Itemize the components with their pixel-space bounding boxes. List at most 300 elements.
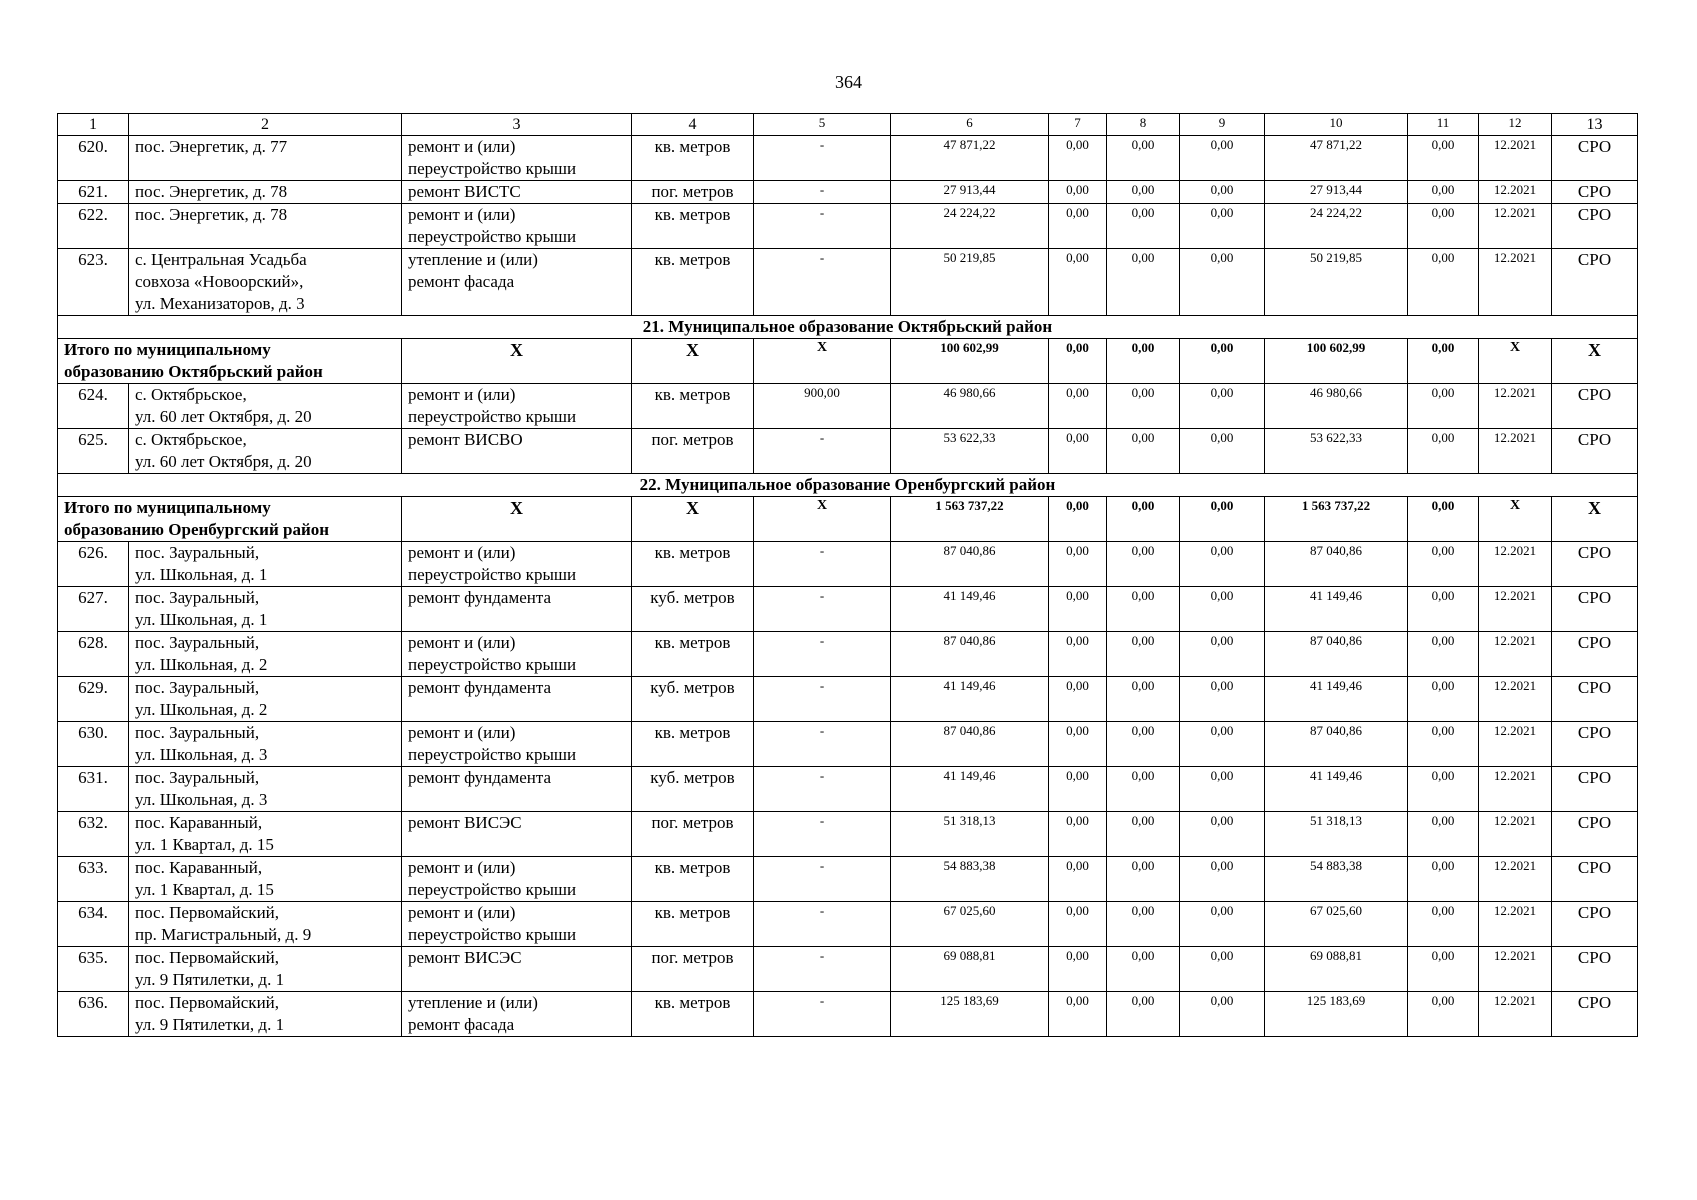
cell-value: 0,00 bbox=[1049, 136, 1107, 181]
cell-x: Х bbox=[754, 497, 891, 542]
cell-value: - bbox=[754, 722, 891, 767]
cell-work-type bbox=[402, 429, 632, 474]
table-row bbox=[58, 992, 1638, 1037]
cell-total-cost: 67 025,60 bbox=[891, 902, 1049, 947]
cell-address bbox=[129, 181, 402, 204]
cell-value: 0,00 bbox=[1107, 136, 1180, 181]
cell-value: 0,00 bbox=[1180, 339, 1265, 384]
cell-line: ул. 9 Пятилетки, д. 1 bbox=[135, 970, 285, 989]
cell-value: 0,00 bbox=[1180, 136, 1265, 181]
cell-line: ремонт и (или) bbox=[408, 137, 516, 156]
cell-line: ул. 60 лет Октября, д. 20 bbox=[135, 407, 312, 426]
cell-method: СРО bbox=[1552, 812, 1638, 857]
cell-unit: куб. метров bbox=[632, 677, 754, 722]
cell-value: 0,00 bbox=[1408, 722, 1479, 767]
cell-x: Х bbox=[632, 339, 754, 384]
cell-value: 0,00 bbox=[1049, 902, 1107, 947]
cell-value: 0,00 bbox=[1049, 339, 1107, 384]
cell-value: 125 183,69 bbox=[1265, 992, 1408, 1037]
cell-date: 12.2021 bbox=[1479, 812, 1552, 857]
cell-line: ремонт и (или) bbox=[408, 385, 516, 404]
cell-value: 0,00 bbox=[1107, 812, 1180, 857]
cell-unit: куб. метров bbox=[632, 767, 754, 812]
cell-value: 0,00 bbox=[1049, 857, 1107, 902]
cell-value: 47 871,22 bbox=[1265, 136, 1408, 181]
cell-work-type bbox=[402, 136, 632, 181]
cell-line: ремонт ВИСТС bbox=[408, 182, 521, 201]
cell-total-cost: 53 622,33 bbox=[891, 429, 1049, 474]
cell-x: Х bbox=[402, 497, 632, 542]
cell-value: 0,00 bbox=[1408, 677, 1479, 722]
cell-address bbox=[129, 722, 402, 767]
cell-unit: куб. метров bbox=[632, 587, 754, 632]
cell-address bbox=[129, 384, 402, 429]
table-row bbox=[58, 677, 1638, 722]
cell-value: 0,00 bbox=[1049, 992, 1107, 1037]
cell-value: - bbox=[754, 767, 891, 812]
cell-work-type bbox=[402, 947, 632, 992]
cell-date: 12.2021 bbox=[1479, 204, 1552, 249]
cell-value: - bbox=[754, 677, 891, 722]
cell-work-type bbox=[402, 384, 632, 429]
cell-work-type bbox=[402, 992, 632, 1037]
cell-value: - bbox=[754, 992, 891, 1037]
cell-line: ремонт фундамента bbox=[408, 678, 552, 697]
cell-x: Х bbox=[402, 339, 632, 384]
cell-row-number: 622. bbox=[58, 204, 129, 249]
cell-line: пос. Караванный, bbox=[135, 858, 263, 877]
cell-value: 0,00 bbox=[1408, 384, 1479, 429]
cell-value: 0,00 bbox=[1049, 542, 1107, 587]
cell-row-number: 620. bbox=[58, 136, 129, 181]
cell-total-cost: 54 883,38 bbox=[891, 857, 1049, 902]
cell-value: - bbox=[754, 249, 891, 316]
cell-value: 0,00 bbox=[1180, 632, 1265, 677]
cell-value: 41 149,46 bbox=[1265, 587, 1408, 632]
cell-line: Итого по муниципальному bbox=[64, 340, 271, 359]
cell-value: 0,00 bbox=[1049, 429, 1107, 474]
cell-work-type bbox=[402, 857, 632, 902]
cell-line: пос. Караванный, bbox=[135, 813, 263, 832]
total-row bbox=[58, 339, 1638, 384]
cell-total-cost: 41 149,46 bbox=[891, 767, 1049, 812]
total-label bbox=[58, 339, 402, 384]
cell-x: Х bbox=[632, 497, 754, 542]
cell-line: ремонт и (или) bbox=[408, 903, 516, 922]
table-row bbox=[58, 587, 1638, 632]
table-row bbox=[58, 947, 1638, 992]
cell-value: 0,00 bbox=[1408, 542, 1479, 587]
cell-address bbox=[129, 204, 402, 249]
cell-unit: кв. метров bbox=[632, 249, 754, 316]
cell-method: СРО bbox=[1552, 249, 1638, 316]
cell-total-cost: 87 040,86 bbox=[891, 542, 1049, 587]
cell-date: 12.2021 bbox=[1479, 722, 1552, 767]
cell-line: пос. Энергетик, д. 78 bbox=[135, 182, 288, 201]
cell-address bbox=[129, 812, 402, 857]
cell-value: 0,00 bbox=[1107, 204, 1180, 249]
cell-row-number: 633. bbox=[58, 857, 129, 902]
cell-row-number: 635. bbox=[58, 947, 129, 992]
table-row bbox=[58, 812, 1638, 857]
cell-line: переустройство крыши bbox=[408, 407, 577, 426]
cell-value: 0,00 bbox=[1107, 767, 1180, 812]
cell-value: - bbox=[754, 136, 891, 181]
column-header: 12 bbox=[1479, 114, 1552, 136]
cell-method: СРО bbox=[1552, 181, 1638, 204]
cell-row-number: 636. bbox=[58, 992, 129, 1037]
cell-value: 27 913,44 bbox=[1265, 181, 1408, 204]
cell-value: 0,00 bbox=[1049, 204, 1107, 249]
cell-line: ремонт ВИСЭС bbox=[408, 948, 522, 967]
column-number-row bbox=[58, 114, 1638, 136]
table-row bbox=[58, 767, 1638, 812]
table-row bbox=[58, 249, 1638, 316]
cell-line: ремонт и (или) bbox=[408, 633, 516, 652]
cell-line: ремонт и (или) bbox=[408, 723, 516, 742]
table-row bbox=[58, 181, 1638, 204]
cell-address bbox=[129, 429, 402, 474]
cell-value: 0,00 bbox=[1180, 542, 1265, 587]
cell-line: ремонт фасада bbox=[408, 272, 515, 291]
cell-line: ул. 9 Пятилетки, д. 1 bbox=[135, 1015, 285, 1034]
cell-value: 0,00 bbox=[1408, 181, 1479, 204]
cell-date: 12.2021 bbox=[1479, 249, 1552, 316]
cell-value: 0,00 bbox=[1049, 249, 1107, 316]
cell-date: 12.2021 bbox=[1479, 542, 1552, 587]
cell-unit: пог. метров bbox=[632, 812, 754, 857]
cell-method: СРО bbox=[1552, 587, 1638, 632]
cell-value: 0,00 bbox=[1180, 722, 1265, 767]
cell-value: 0,00 bbox=[1107, 542, 1180, 587]
cell-value: 0,00 bbox=[1049, 722, 1107, 767]
cell-value: 0,00 bbox=[1180, 902, 1265, 947]
cell-value: 0,00 bbox=[1180, 587, 1265, 632]
cell-line: ремонт и (или) bbox=[408, 205, 516, 224]
cell-total-cost: 50 219,85 bbox=[891, 249, 1049, 316]
column-header: 6 bbox=[891, 114, 1049, 136]
cell-value: 0,00 bbox=[1408, 204, 1479, 249]
cell-value: 0,00 bbox=[1107, 722, 1180, 767]
column-header: 11 bbox=[1408, 114, 1479, 136]
cell-value: 0,00 bbox=[1408, 136, 1479, 181]
table-row bbox=[58, 384, 1638, 429]
cell-work-type bbox=[402, 587, 632, 632]
cell-value: 67 025,60 bbox=[1265, 902, 1408, 947]
cell-value: 0,00 bbox=[1049, 384, 1107, 429]
cell-value: 0,00 bbox=[1107, 947, 1180, 992]
table-row bbox=[58, 902, 1638, 947]
cell-value: 51 318,13 bbox=[1265, 812, 1408, 857]
cell-date: 12.2021 bbox=[1479, 632, 1552, 677]
cell-value: 0,00 bbox=[1408, 249, 1479, 316]
cell-value: 0,00 bbox=[1107, 181, 1180, 204]
cell-line: переустройство крыши bbox=[408, 745, 577, 764]
cell-value: 54 883,38 bbox=[1265, 857, 1408, 902]
page-number: 364 bbox=[835, 72, 862, 92]
cell-value: 0,00 bbox=[1408, 632, 1479, 677]
cell-line: образованию Оренбургский район bbox=[64, 520, 330, 539]
cell-value: - bbox=[754, 857, 891, 902]
table-row bbox=[58, 136, 1638, 181]
cell-value: 0,00 bbox=[1408, 857, 1479, 902]
cell-address bbox=[129, 902, 402, 947]
cell-method: СРО bbox=[1552, 632, 1638, 677]
cell-value: 0,00 bbox=[1180, 384, 1265, 429]
cell-line: ремонт фундамента bbox=[408, 768, 552, 787]
cell-address bbox=[129, 677, 402, 722]
cell-total-cost: 46 980,66 bbox=[891, 384, 1049, 429]
cell-value: 0,00 bbox=[1107, 339, 1180, 384]
cell-method: СРО bbox=[1552, 204, 1638, 249]
cell-line: пос. Зауральный, bbox=[135, 723, 260, 742]
cell-date: 12.2021 bbox=[1479, 947, 1552, 992]
cell-value: - bbox=[754, 632, 891, 677]
cell-method: СРО bbox=[1552, 857, 1638, 902]
cell-unit: кв. метров bbox=[632, 204, 754, 249]
cell-unit: кв. метров bbox=[632, 857, 754, 902]
cell-total-cost: 1 563 737,22 bbox=[891, 497, 1049, 542]
cell-line: переустройство крыши bbox=[408, 880, 577, 899]
cell-work-type bbox=[402, 542, 632, 587]
cell-line: пос. Зауральный, bbox=[135, 588, 260, 607]
cell-line: утепление и (или) bbox=[408, 993, 538, 1012]
cell-total-cost: 87 040,86 bbox=[891, 632, 1049, 677]
cell-work-type bbox=[402, 181, 632, 204]
cell-value: 0,00 bbox=[1180, 767, 1265, 812]
cell-line: пр. Магистральный, д. 9 bbox=[135, 925, 312, 944]
cell-value: 0,00 bbox=[1408, 767, 1479, 812]
cell-row-number: 623. bbox=[58, 249, 129, 316]
cell-method: СРО bbox=[1552, 542, 1638, 587]
cell-value: 0,00 bbox=[1107, 384, 1180, 429]
section-header-row bbox=[58, 474, 1638, 497]
cell-date: 12.2021 bbox=[1479, 136, 1552, 181]
cell-line: ремонт ВИСВО bbox=[408, 430, 523, 449]
cell-address bbox=[129, 857, 402, 902]
cell-value: 46 980,66 bbox=[1265, 384, 1408, 429]
cell-method: СРО bbox=[1552, 429, 1638, 474]
cell-row-number: 621. bbox=[58, 181, 129, 204]
column-header: 4 bbox=[632, 114, 754, 136]
table-row bbox=[58, 204, 1638, 249]
cell-value: 24 224,22 bbox=[1265, 204, 1408, 249]
cell-method: СРО bbox=[1552, 136, 1638, 181]
cell-line: ул. 60 лет Октября, д. 20 bbox=[135, 452, 312, 471]
cell-work-type bbox=[402, 812, 632, 857]
cell-unit: кв. метров bbox=[632, 902, 754, 947]
cell-total-cost: 41 149,46 bbox=[891, 587, 1049, 632]
cell-method: СРО bbox=[1552, 677, 1638, 722]
cell-line: с. Октябрьское, bbox=[135, 385, 247, 404]
cell-line: ул. Школьная, д. 2 bbox=[135, 700, 268, 719]
cell-value: 0,00 bbox=[1408, 339, 1479, 384]
cell-value: 0,00 bbox=[1049, 767, 1107, 812]
cell-value: - bbox=[754, 181, 891, 204]
cell-date: 12.2021 bbox=[1479, 587, 1552, 632]
cell-line: пос. Зауральный, bbox=[135, 768, 260, 787]
cell-date: 12.2021 bbox=[1479, 384, 1552, 429]
column-header: 8 bbox=[1107, 114, 1180, 136]
cell-value: 0,00 bbox=[1180, 947, 1265, 992]
cell-value: 0,00 bbox=[1107, 497, 1180, 542]
cell-line: ремонт фасада bbox=[408, 1015, 515, 1034]
cell-unit: кв. метров bbox=[632, 384, 754, 429]
cell-x: Х bbox=[1552, 339, 1638, 384]
cell-method: СРО bbox=[1552, 767, 1638, 812]
cell-value: 0,00 bbox=[1408, 587, 1479, 632]
cell-line: пос. Зауральный, bbox=[135, 678, 260, 697]
cell-value: 0,00 bbox=[1049, 677, 1107, 722]
cell-value: 0,00 bbox=[1107, 429, 1180, 474]
cell-value: 0,00 bbox=[1049, 812, 1107, 857]
cell-method: СРО bbox=[1552, 722, 1638, 767]
cell-value: 0,00 bbox=[1408, 497, 1479, 542]
cell-line: ул. Механизаторов, д. 3 bbox=[135, 294, 305, 313]
column-header: 5 bbox=[754, 114, 891, 136]
cell-value: - bbox=[754, 812, 891, 857]
cell-address bbox=[129, 947, 402, 992]
cell-value: 0,00 bbox=[1180, 497, 1265, 542]
cell-line: пос. Первомайский, bbox=[135, 948, 280, 967]
cell-work-type bbox=[402, 204, 632, 249]
cell-value: 0,00 bbox=[1180, 249, 1265, 316]
cell-value: - bbox=[754, 587, 891, 632]
cell-value: 0,00 bbox=[1107, 677, 1180, 722]
cell-line: ул. 1 Квартал, д. 15 bbox=[135, 835, 274, 854]
column-header: 10 bbox=[1265, 114, 1408, 136]
cell-unit: кв. метров bbox=[632, 136, 754, 181]
cell-value: 0,00 bbox=[1408, 947, 1479, 992]
table-row bbox=[58, 429, 1638, 474]
cell-date: 12.2021 bbox=[1479, 767, 1552, 812]
cell-row-number: 626. bbox=[58, 542, 129, 587]
cell-total-cost: 24 224,22 bbox=[891, 204, 1049, 249]
cell-line: пос. Первомайский, bbox=[135, 903, 280, 922]
cell-line: с. Октябрьское, bbox=[135, 430, 247, 449]
cell-value: 0,00 bbox=[1180, 204, 1265, 249]
table-row bbox=[58, 722, 1638, 767]
cell-line: ул. Школьная, д. 2 bbox=[135, 655, 268, 674]
table-body bbox=[58, 114, 1638, 1037]
cell-total-cost: 47 871,22 bbox=[891, 136, 1049, 181]
cell-total-cost: 27 913,44 bbox=[891, 181, 1049, 204]
cell-value: 0,00 bbox=[1107, 992, 1180, 1037]
cell-value: 1 563 737,22 bbox=[1265, 497, 1408, 542]
cell-value: 87 040,86 bbox=[1265, 542, 1408, 587]
cell-line: Итого по муниципальному bbox=[64, 498, 271, 517]
cell-row-number: 634. bbox=[58, 902, 129, 947]
cell-date: 12.2021 bbox=[1479, 677, 1552, 722]
cell-value: 53 622,33 bbox=[1265, 429, 1408, 474]
cell-unit: кв. метров bbox=[632, 722, 754, 767]
cell-value: 0,00 bbox=[1408, 429, 1479, 474]
cell-row-number: 628. bbox=[58, 632, 129, 677]
cell-line: переустройство крыши bbox=[408, 227, 577, 246]
column-header: 13 bbox=[1552, 114, 1638, 136]
cell-unit: пог. метров bbox=[632, 181, 754, 204]
cell-line: переустройство крыши bbox=[408, 925, 577, 944]
cell-line: переустройство крыши bbox=[408, 565, 577, 584]
cell-value: 0,00 bbox=[1107, 857, 1180, 902]
cell-value: 0,00 bbox=[1049, 497, 1107, 542]
cell-row-number: 632. bbox=[58, 812, 129, 857]
cell-date: 12.2021 bbox=[1479, 902, 1552, 947]
cell-value: 41 149,46 bbox=[1265, 767, 1408, 812]
cell-value: 87 040,86 bbox=[1265, 722, 1408, 767]
table-row bbox=[58, 857, 1638, 902]
cell-unit: кв. метров bbox=[632, 542, 754, 587]
table-row bbox=[58, 632, 1638, 677]
cell-work-type bbox=[402, 767, 632, 812]
cell-value: - bbox=[754, 204, 891, 249]
cell-total-cost: 100 602,99 bbox=[891, 339, 1049, 384]
cell-value: 0,00 bbox=[1408, 812, 1479, 857]
cell-line: ремонт и (или) bbox=[408, 543, 516, 562]
cell-address bbox=[129, 767, 402, 812]
cell-value: 0,00 bbox=[1408, 992, 1479, 1037]
cell-row-number: 630. bbox=[58, 722, 129, 767]
section-title: 22. Муниципальное образование Оренбургский район bbox=[58, 474, 1638, 497]
cell-value: 0,00 bbox=[1180, 812, 1265, 857]
cell-value: 87 040,86 bbox=[1265, 632, 1408, 677]
cell-line: ул. Школьная, д. 3 bbox=[135, 745, 268, 764]
cell-value: - bbox=[754, 542, 891, 587]
cell-address bbox=[129, 632, 402, 677]
total-row bbox=[58, 497, 1638, 542]
cell-line: пос. Энергетик, д. 77 bbox=[135, 137, 288, 156]
cell-line: совхоза «Новоорский», bbox=[135, 272, 304, 291]
cell-value: - bbox=[754, 947, 891, 992]
cell-line: ремонт ВИСЭС bbox=[408, 813, 522, 832]
cell-unit: пог. метров bbox=[632, 429, 754, 474]
column-header: 7 bbox=[1049, 114, 1107, 136]
cell-value: 0,00 bbox=[1180, 677, 1265, 722]
cell-work-type bbox=[402, 902, 632, 947]
cell-unit: кв. метров bbox=[632, 992, 754, 1037]
cell-x: Х bbox=[1479, 497, 1552, 542]
cell-value: 0,00 bbox=[1180, 429, 1265, 474]
cell-row-number: 625. bbox=[58, 429, 129, 474]
repair-program-table bbox=[57, 113, 1638, 1037]
cell-value: - bbox=[754, 902, 891, 947]
cell-value: - bbox=[754, 429, 891, 474]
cell-address bbox=[129, 136, 402, 181]
cell-total-cost: 69 088,81 bbox=[891, 947, 1049, 992]
cell-unit: кв. метров bbox=[632, 632, 754, 677]
cell-line: с. Центральная Усадьба bbox=[135, 250, 307, 269]
cell-line: пос. Энергетик, д. 78 bbox=[135, 205, 288, 224]
cell-value: 0,00 bbox=[1107, 632, 1180, 677]
cell-work-type bbox=[402, 632, 632, 677]
cell-work-type bbox=[402, 722, 632, 767]
cell-line: ремонт фундамента bbox=[408, 588, 552, 607]
cell-value: 100 602,99 bbox=[1265, 339, 1408, 384]
cell-value: 0,00 bbox=[1049, 181, 1107, 204]
cell-value: 41 149,46 bbox=[1265, 677, 1408, 722]
cell-method: СРО bbox=[1552, 902, 1638, 947]
cell-row-number: 627. bbox=[58, 587, 129, 632]
section-header-row bbox=[58, 316, 1638, 339]
column-header: 3 bbox=[402, 114, 632, 136]
cell-value: 0,00 bbox=[1049, 947, 1107, 992]
section-title: 21. Муниципальное образование Октябрьский район bbox=[58, 316, 1638, 339]
column-header: 2 bbox=[129, 114, 402, 136]
cell-date: 12.2021 bbox=[1479, 181, 1552, 204]
cell-total-cost: 51 318,13 bbox=[891, 812, 1049, 857]
cell-line: образованию Октябрьский район bbox=[64, 362, 323, 381]
cell-line: ул. 1 Квартал, д. 15 bbox=[135, 880, 274, 899]
